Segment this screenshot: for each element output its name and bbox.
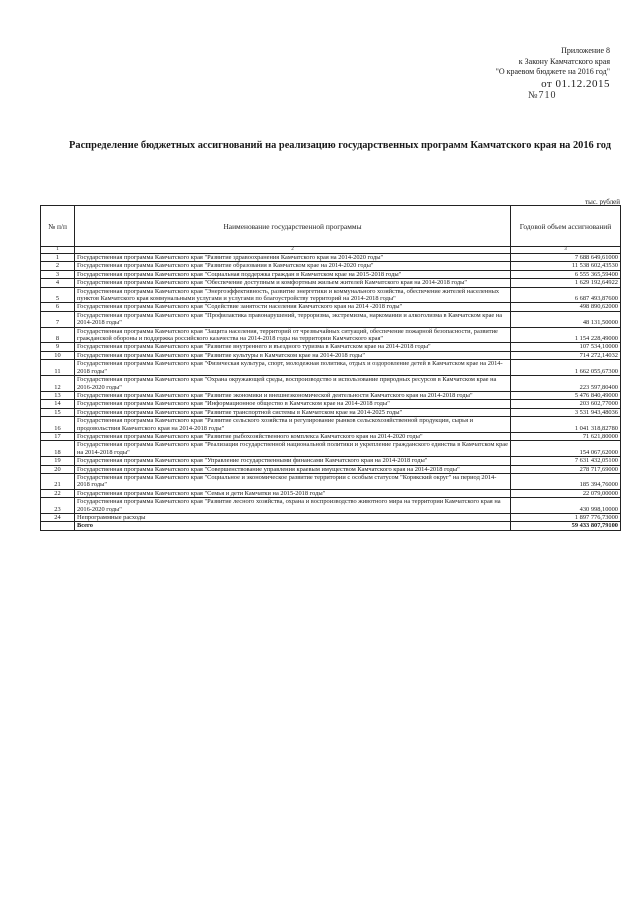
program-name: Государственная программа Камчатского края "Развитие рыбохозяйственного комплекса Камчатского края на 2014-2020 годы" xyxy=(75,432,511,440)
program-name: Государственная программа Камчатского края "Развитие культуры в Камчатском крае на 2014-2018 годы" xyxy=(75,351,511,359)
column-index: 3 xyxy=(511,247,621,254)
row-number: 2 xyxy=(41,262,75,270)
table-row xyxy=(41,327,621,343)
table-row xyxy=(41,262,621,270)
column-index-row xyxy=(41,247,621,254)
units-label: тыс. рублей xyxy=(585,198,620,206)
table-row xyxy=(41,400,621,408)
appendix-date: от 01.12.2015 xyxy=(541,77,610,90)
program-amount: 7 688 649,61000 xyxy=(511,254,621,262)
program-amount: 185 394,76000 xyxy=(511,473,621,489)
table-row xyxy=(41,408,621,416)
program-amount: 107 534,10000 xyxy=(511,343,621,351)
program-amount: 1 662 055,67300 xyxy=(511,360,621,376)
row-number: 3 xyxy=(41,270,75,278)
program-name: Непрограммные расходы xyxy=(75,514,511,522)
program-amount: 430 998,10000 xyxy=(511,498,621,514)
program-amount: 1 897 776,73000 xyxy=(511,514,621,522)
column-index: 1 xyxy=(41,247,75,254)
program-amount: 203 602,77000 xyxy=(511,400,621,408)
program-amount: 11 538 602,43530 xyxy=(511,262,621,270)
row-number: 10 xyxy=(41,351,75,359)
program-name: Государственная программа Камчатского края "Управление государственными финансами Камчатского края на 2014-2018 годы" xyxy=(75,457,511,465)
table-row xyxy=(41,279,621,287)
program-name: Государственная программа Камчатского края "Физическая культура, спорт, молодежная политика, отдых и оздоровление детей в Камчатском крае на 2014-2018 годы" xyxy=(75,360,511,376)
table-row xyxy=(41,254,621,262)
appendix-block xyxy=(410,46,610,101)
program-name: Государственная программа Камчатского края "Развитие внутреннего и въездного туризма в Камчатском крае на 2014-2018 годы" xyxy=(75,343,511,351)
table-row xyxy=(41,376,621,392)
appendix-title: Приложение 8 xyxy=(561,46,610,55)
row-number: 20 xyxy=(41,465,75,473)
table-row xyxy=(41,441,621,457)
table-row xyxy=(41,432,621,440)
budget-table xyxy=(40,205,621,531)
program-name: Государственная программа Камчатского края "Развитие здравоохранения Камчатского края на 2014-2020 годы" xyxy=(75,254,511,262)
row-number: 12 xyxy=(41,376,75,392)
appendix-law-ref: к Закону Камчатского края xyxy=(518,56,610,66)
row-number: 7 xyxy=(41,311,75,327)
program-name: Государственная программа Камчатского края "Семья и дети Камчатки на 2015-2018 годы" xyxy=(75,489,511,497)
row-number: 17 xyxy=(41,432,75,440)
row-number: 19 xyxy=(41,457,75,465)
row-number: 8 xyxy=(41,327,75,343)
table-row xyxy=(41,391,621,399)
table-row xyxy=(41,343,621,351)
program-amount: 71 621,80000 xyxy=(511,432,621,440)
total-label: Всего xyxy=(75,522,511,530)
row-number: 6 xyxy=(41,303,75,311)
program-name: Государственная программа Камчатского края "Развитие транспортной системы в Камчатском крае на 2014-2025 годы" xyxy=(75,408,511,416)
column-index: 2 xyxy=(75,247,511,254)
program-amount: 154 067,62000 xyxy=(511,441,621,457)
table-row xyxy=(41,457,621,465)
program-name: Государственная программа Камчатского края "Развитие образования в Камчатском крае на 2014-2020 годы" xyxy=(75,262,511,270)
program-amount: 1 629 192,64922 xyxy=(511,279,621,287)
table-row xyxy=(41,360,621,376)
appendix-law-name: "О краевом бюджете на 2016 год" xyxy=(495,67,610,76)
program-name: Государственная программа Камчатского края "Развитие сельского хозяйства и регулирование рынков сельскохозяйственной продукции, сырья и продовольствия Камчатского края на 2014-2018 годы" xyxy=(75,417,511,433)
program-amount: 1 041 318,82780 xyxy=(511,417,621,433)
table-row xyxy=(41,489,621,497)
program-name: Государственная программа Камчатского края "Информационное общество в Камчатском крае на 2014-2018 годы" xyxy=(75,400,511,408)
row-number: 1 xyxy=(41,254,75,262)
table-header-row xyxy=(41,206,621,247)
row-number: 13 xyxy=(41,391,75,399)
program-name: Государственная программа Камчатского края "Защита населения, территорий от чрезвычайных ситуаций, обеспечение пожарной безопасности, развитие гражданской обороны и поддержка российского казачества на 2014-2018 годы на территории Камчатского края" xyxy=(75,327,511,343)
program-name: Государственная программа Камчатского края "Охрана окружающей среды, воспроизводство и использование природных ресурсов в Камчатском крае на 2016-2020 годы" xyxy=(75,376,511,392)
table-row xyxy=(41,287,621,303)
appendix-number: №710 xyxy=(528,89,557,101)
table-body xyxy=(41,254,621,522)
table-row xyxy=(41,303,621,311)
program-amount: 22 079,00000 xyxy=(511,489,621,497)
row-number: 4 xyxy=(41,279,75,287)
row-number: 11 xyxy=(41,360,75,376)
program-amount: 714 272,14032 xyxy=(511,351,621,359)
program-name: Государственная программа Камчатского края "Энергоэффективность, развитие энергетики и коммунального хозяйства, обеспечение жителей населенных пунктов Камчатского края коммунальными услугами и услугами по благоустройству территорий на 2014-2018 годы" xyxy=(75,287,511,303)
program-amount: 48 131,50000 xyxy=(511,311,621,327)
program-name: Государственная программа Камчатского края "Профилактика правонарушений, терроризма, экстремизма, наркомании и алкоголизма в Камчатском крае на 2014-2018 годы" xyxy=(75,311,511,327)
row-number: 16 xyxy=(41,417,75,433)
table-row xyxy=(41,351,621,359)
program-amount: 6 687 493,87600 xyxy=(511,287,621,303)
program-name: Государственная программа Камчатского края "Развитие лесного хозяйства, охрана и воспроизводство животного мира на территории Камчатского края на 2016-2020 годы" xyxy=(75,498,511,514)
program-name: Государственная программа Камчатского края "Социальная поддержка граждан в Камчатском крае на 2015-2018 годы" xyxy=(75,270,511,278)
table-row xyxy=(41,311,621,327)
row-number: 5 xyxy=(41,287,75,303)
program-amount: 278 717,69000 xyxy=(511,465,621,473)
header-num: № п/п xyxy=(41,206,75,247)
program-name: Государственная программа Камчатского края "Развитие экономики и внешнеэкономической деятельности Камчатского края на 2014-2018 годы" xyxy=(75,391,511,399)
program-amount: 498 890,62000 xyxy=(511,303,621,311)
row-number: 23 xyxy=(41,498,75,514)
row-number: 9 xyxy=(41,343,75,351)
program-amount: 1 154 228,49000 xyxy=(511,327,621,343)
table-row xyxy=(41,270,621,278)
program-amount: 7 631 432,05100 xyxy=(511,457,621,465)
program-name: Государственная программа Камчатского края "Обеспечение доступным и комфортным жильем жителей Камчатского края на 2014-2018 годы" xyxy=(75,279,511,287)
total-row xyxy=(41,522,621,530)
program-amount: 223 597,80400 xyxy=(511,376,621,392)
total-num xyxy=(41,522,75,530)
program-name: Государственная программа Камчатского края "Реализация государственной национальной политики и укрепление гражданского единства в Камчатском крае на 2014-2018 годы" xyxy=(75,441,511,457)
total-amount: 59 433 807,79100 xyxy=(511,522,621,530)
header-amount: Годовой объем ассигнований xyxy=(511,206,621,247)
program-name: Государственная программа Камчатского края "Социальное и экономическое развитие территории с особым статусом "Корякский округ" на период 2014-2018 годы" xyxy=(75,473,511,489)
program-amount: 5 476 840,49000 xyxy=(511,391,621,399)
header-name: Наименование государственной программы xyxy=(75,206,511,247)
program-name: Государственная программа Камчатского края "Совершенствование управления краевым имуществом Камчатского края на 2014-2018 годы" xyxy=(75,465,511,473)
row-number: 21 xyxy=(41,473,75,489)
row-number: 15 xyxy=(41,408,75,416)
row-number: 24 xyxy=(41,514,75,522)
program-amount: 6 555 365,59400 xyxy=(511,270,621,278)
document-title: Распределение бюджетных ассигнований на реализацию государственных программ Камчатского края на 2016 год xyxy=(69,140,611,151)
table-row xyxy=(41,465,621,473)
table-row xyxy=(41,498,621,514)
table-row xyxy=(41,473,621,489)
row-number: 18 xyxy=(41,441,75,457)
row-number: 22 xyxy=(41,489,75,497)
program-name: Государственная программа Камчатского края "Содействие занятости населения Камчатского края на 2014 -2018 годы" xyxy=(75,303,511,311)
program-amount: 3 531 943,48036 xyxy=(511,408,621,416)
table-row xyxy=(41,514,621,522)
table-row xyxy=(41,417,621,433)
row-number: 14 xyxy=(41,400,75,408)
